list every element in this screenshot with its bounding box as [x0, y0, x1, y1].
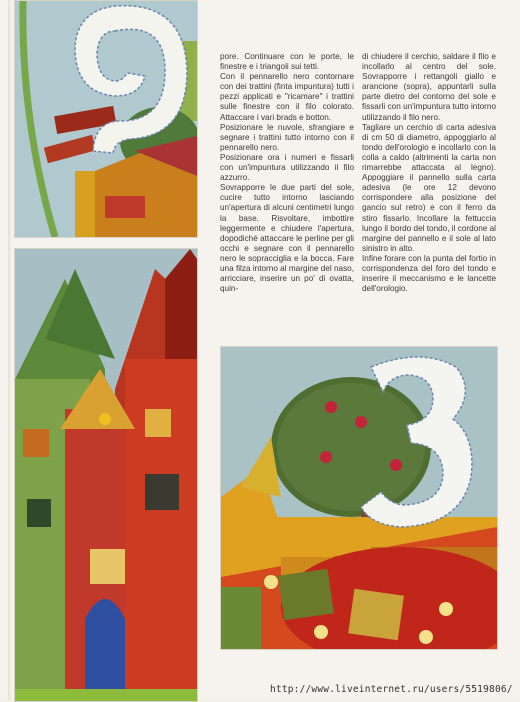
paragraph: di chiudere il cerchio, saldare il filo e incollarlo al centro del sole. Sovrapporre i rettangoli giallo e arancione (sopra), appuntarli sulla parte dietro del contorno del sole e fissarli con un'impuntura tutto intorno utilizzando il filo nero.: [362, 52, 496, 122]
paragraph: Sovrapporre le due parti del sole, cucire tutto intorno lasciando un'apertura di alcuni centimetri lungo la base. Risvoltare, imbottire leggermente e chiudere l'apertura, dopodiché attaccare le perline per gli occhi e segnare con il pennarello nero le sopracciglia e la bocca. Fare una filza intorno al margine del naso, arricciare, inserire un po' di ovatta, quin-: [220, 183, 354, 294]
text-column-middle: [220, 52, 354, 294]
text-column-right: [362, 52, 496, 294]
photo-number-nine: [14, 0, 198, 238]
paragraph: Infine forare con la punta del fortio in corrispondenza del foro del tondo e inserire il meccanismo e le lancette dell'orologio.: [362, 253, 496, 294]
photo-houses: [14, 248, 198, 702]
page-gutter: [8, 0, 12, 700]
paragraph: Con il pennarello nero contornare con dei trattini (finta impuntura) tutti i pezzi applicati e "ricamare" i trattini sulle finestre con il filo colorato. Attaccare i vari brads e botton.: [220, 72, 354, 122]
paragraph: Posizionare le nuvole, sfrangiare e segnare i trattini tutto intorno con il pennarello nero.: [220, 122, 354, 152]
photo-number-three-art: [221, 347, 497, 649]
photo-number-three: [220, 346, 498, 650]
photo-number-nine-art: [15, 1, 197, 237]
watermark-url: http://www.liveinternet.ru/users/5519806/: [270, 684, 513, 695]
paragraph: Posizionare ora i numeri e fissarli con un'impuntura utilizzando il filo azzurro.: [220, 152, 354, 183]
photo-houses-art: [15, 249, 197, 701]
paragraph: Tagliare un cerchio di carta adesiva di cm 50 di diametro, appoggiarlo al tondo dell'orologio e incollarlo con la colla a caldo (altrimenti la carta non rimarrebbe attaccata al legno). Appoggiare il pannello sulla carta adesiva (le ore 12 devono corrispondere alla posizione del gancio sul retro) e con il ferro da stiro fissarlo. Incollare la fettuccia lungo il bordo del tondo, il cordone al margine del pannello e il sole al lato sinistro in alto.: [362, 122, 496, 253]
paragraph: pore. Continuare con le porte, le finestre e i triangoli sui tetti.: [220, 52, 354, 72]
